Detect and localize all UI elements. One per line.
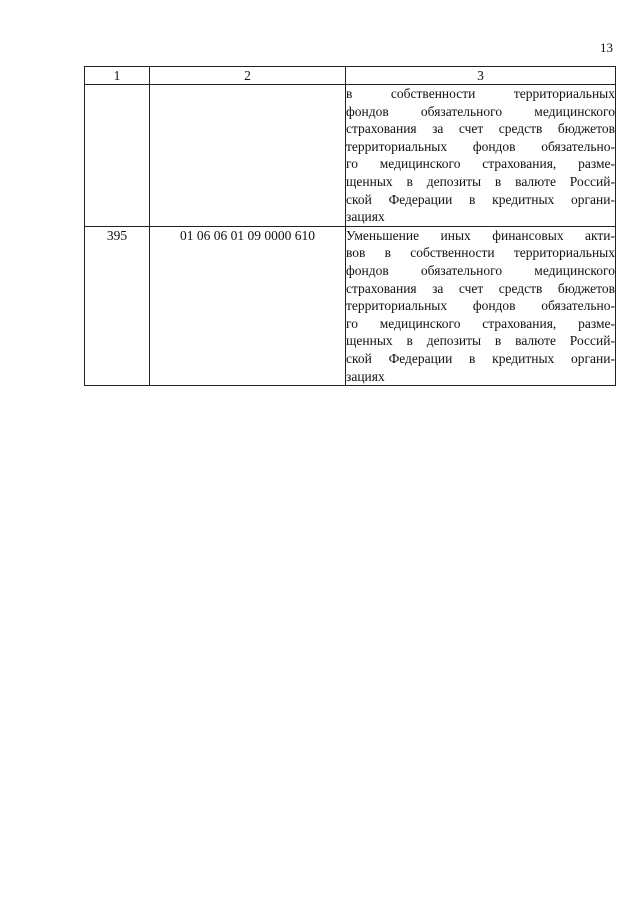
description-line: го медицинского страхования, разме- xyxy=(346,156,615,172)
description-line: в собственности территориальных xyxy=(346,86,615,101)
row-code-cell xyxy=(150,85,346,227)
budget-code-table xyxy=(84,66,616,386)
description-line: ской Федерации в кредитных органи- xyxy=(346,350,615,366)
page-number: 13 xyxy=(600,40,613,55)
description-line: Уменьшение иных финансовых акти- xyxy=(346,227,615,243)
description-line: территориальных фондов обязательно- xyxy=(346,138,615,154)
description-line: вов в собственности территориальных xyxy=(346,245,615,261)
column-header-description: 3 xyxy=(346,67,616,85)
description-line: фондов обязательного медицинского xyxy=(346,103,615,119)
row-description-cell xyxy=(346,85,616,227)
row-code-cell: 01 06 06 01 09 0000 610 xyxy=(150,226,346,385)
row-number-cell: 395 xyxy=(85,226,150,385)
description-line: ской Федерации в кредитных органи- xyxy=(346,191,615,207)
description-line: щенных в депозиты в валюте Россий- xyxy=(346,173,615,189)
row-number-cell xyxy=(85,85,150,227)
row-description-cell xyxy=(346,226,616,385)
description-line: страхования за счет средств бюджетов xyxy=(346,280,615,296)
description-line: зациях xyxy=(346,368,385,384)
description-line: щенных в депозиты в валюте Россий- xyxy=(346,333,615,349)
table-row xyxy=(85,226,616,385)
table-header-row xyxy=(85,67,616,85)
description-line: зациях xyxy=(346,209,385,225)
description-line: го медицинского страхования, разме- xyxy=(346,315,615,331)
description-line: территориальных фондов обязательно- xyxy=(346,298,615,314)
column-header-code: 2 xyxy=(150,67,346,85)
column-header-number: 1 xyxy=(85,67,150,85)
description-line: фондов обязательного медицинского xyxy=(346,262,615,278)
description-line: страхования за счет средств бюджетов xyxy=(346,121,615,137)
table-row xyxy=(85,85,616,227)
